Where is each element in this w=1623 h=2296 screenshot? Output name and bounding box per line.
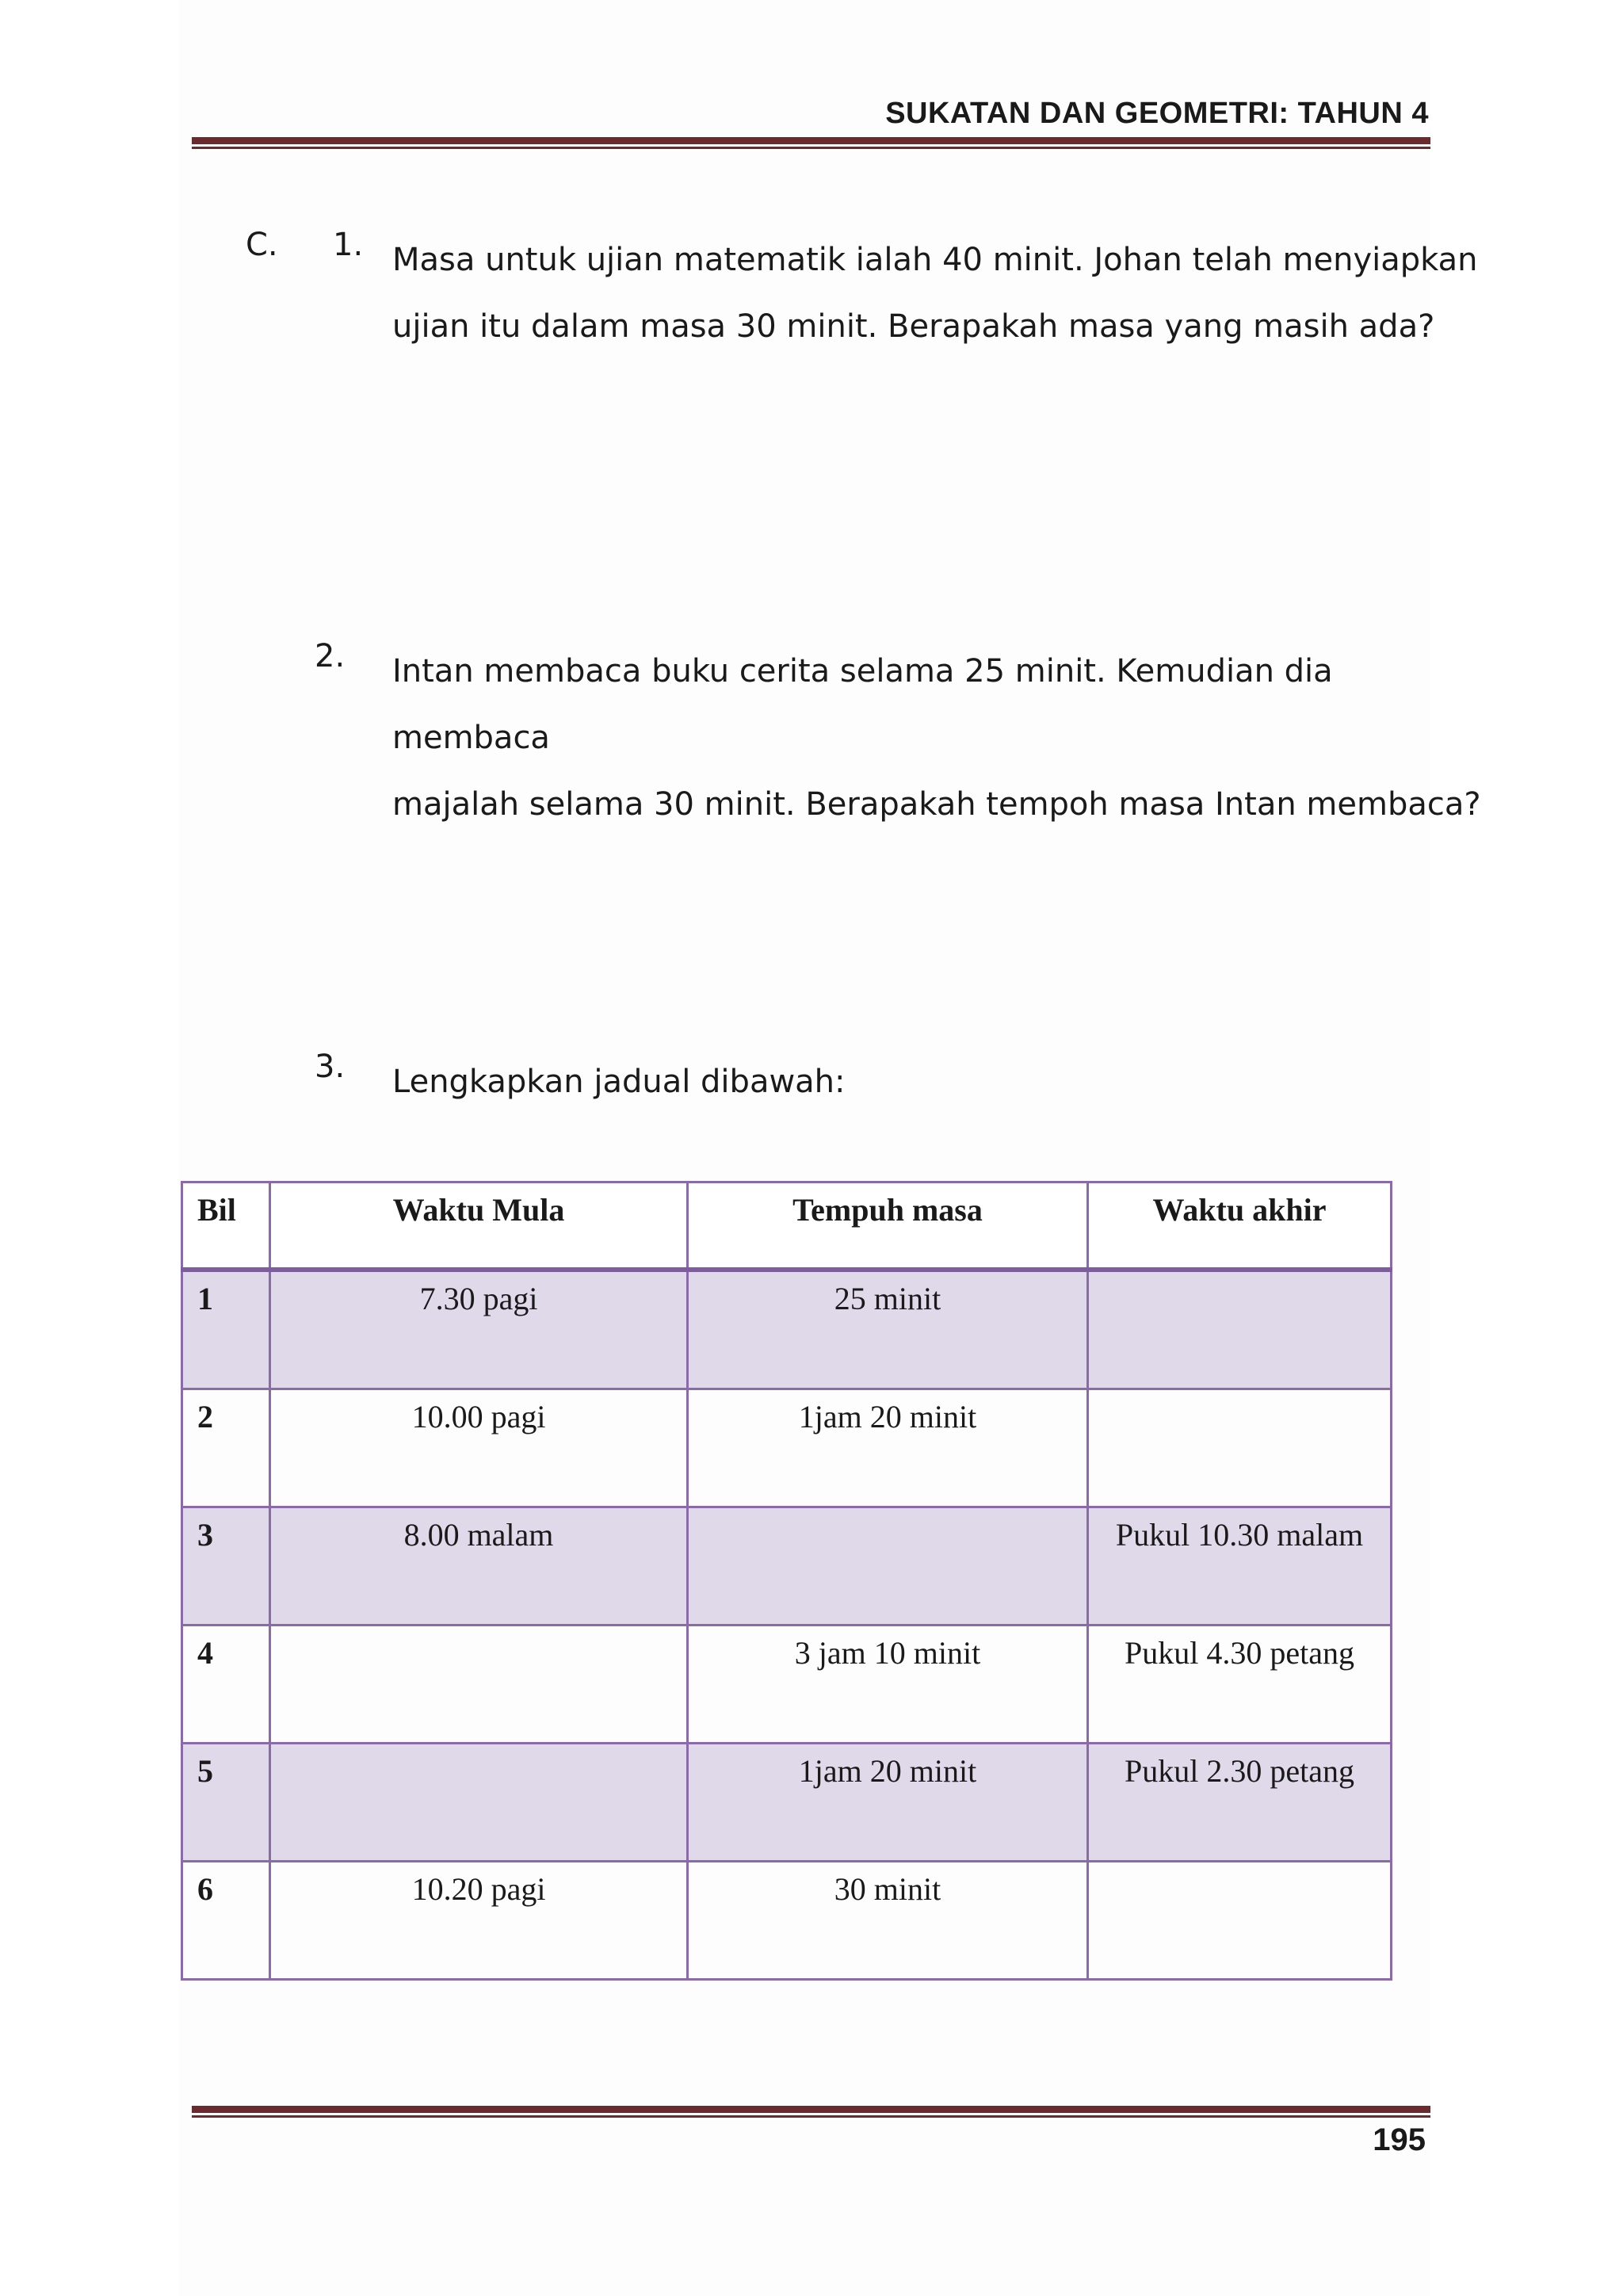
- question-3-text: [392, 1049, 1494, 1115]
- cell-waktu-akhir: Pukul 4.30 petang: [1088, 1626, 1392, 1744]
- question-1-line-2: ujian itu dalam masa 30 minit. Berapakah masa yang masih ada?: [392, 308, 1435, 345]
- question-1-number: 1.: [333, 227, 364, 263]
- header-waktu-mula: Waktu Mula: [270, 1182, 688, 1270]
- cell-waktu-akhir[interactable]: [1088, 1862, 1392, 1980]
- question-2-line-1: Intan membaca buku cerita selama 25 minit. Kemudian dia membaca: [392, 653, 1333, 756]
- cell-waktu-mula: 10.00 pagi: [270, 1389, 688, 1507]
- table-row: [182, 1626, 1392, 1744]
- table-header-row: [182, 1182, 1392, 1270]
- cell-tempuh-masa: 25 minit: [688, 1270, 1088, 1389]
- time-table: [181, 1181, 1392, 1981]
- table-row: [182, 1270, 1392, 1389]
- question-3-number: 3.: [315, 1049, 346, 1085]
- cell-tempuh-masa: 30 minit: [688, 1862, 1088, 1980]
- cell-waktu-mula[interactable]: [270, 1626, 688, 1744]
- question-1-text: [392, 227, 1494, 360]
- cell-bil: 1: [182, 1270, 270, 1389]
- running-header: SUKATAN DAN GEOMETRI: TAHUN 4: [885, 97, 1429, 130]
- table-row: [182, 1507, 1392, 1626]
- cell-tempuh-masa: 3 jam 10 minit: [688, 1626, 1088, 1744]
- section-label: C.: [246, 227, 278, 263]
- cell-waktu-mula[interactable]: [270, 1744, 688, 1862]
- cell-bil: 4: [182, 1626, 270, 1744]
- cell-tempuh-masa: 1jam 20 minit: [688, 1744, 1088, 1862]
- question-2-number: 2.: [315, 638, 346, 674]
- table-row: [182, 1389, 1392, 1507]
- page-number: 195: [1373, 2122, 1426, 2157]
- cell-bil: 3: [182, 1507, 270, 1626]
- cell-waktu-mula: 10.20 pagi: [270, 1862, 688, 1980]
- cell-tempuh-masa[interactable]: [688, 1507, 1088, 1626]
- cell-bil: 2: [182, 1389, 270, 1507]
- header-tempuh-masa: Tempuh masa: [688, 1182, 1088, 1270]
- footer-rule: [192, 2106, 1430, 2118]
- question-1-line-1: Masa untuk ujian matematik ialah 40 minit. Johan telah menyiapkan: [392, 242, 1478, 278]
- question-2-line-2: majalah selama 30 minit. Berapakah tempoh masa Intan membaca?: [392, 786, 1481, 823]
- question-2-text: [392, 638, 1494, 838]
- header-rule: [192, 137, 1430, 149]
- cell-waktu-mula: 7.30 pagi: [270, 1270, 688, 1389]
- table-row: [182, 1862, 1392, 1980]
- cell-waktu-akhir[interactable]: [1088, 1270, 1392, 1389]
- table-row: [182, 1744, 1392, 1862]
- cell-waktu-akhir[interactable]: [1088, 1389, 1392, 1507]
- question-3-line-1: Lengkapkan jadual dibawah:: [392, 1064, 846, 1100]
- cell-bil: 5: [182, 1744, 270, 1862]
- cell-waktu-akhir: Pukul 10.30 malam: [1088, 1507, 1392, 1626]
- cell-bil: 6: [182, 1862, 270, 1980]
- cell-waktu-akhir: Pukul 2.30 petang: [1088, 1744, 1392, 1862]
- cell-waktu-mula: 8.00 malam: [270, 1507, 688, 1626]
- cell-tempuh-masa: 1jam 20 minit: [688, 1389, 1088, 1507]
- header-waktu-akhir: Waktu akhir: [1088, 1182, 1392, 1270]
- header-bil: Bil: [182, 1182, 270, 1270]
